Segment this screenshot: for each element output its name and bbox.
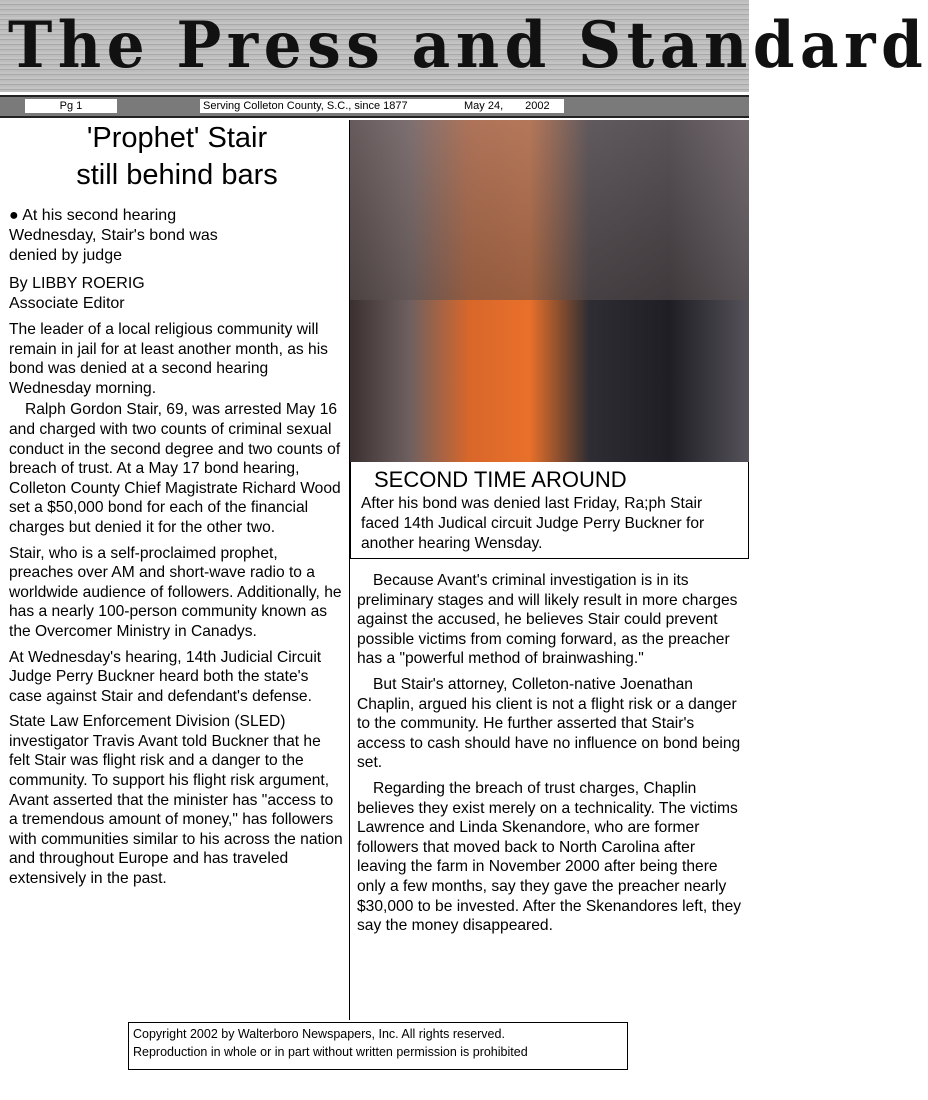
copyright-line-2: Reproduction in whole or in part without written permission is prohibited	[133, 1045, 528, 1059]
byline	[9, 274, 345, 314]
byline-title: Associate Editor	[9, 295, 125, 312]
deck: ● At his second hearing Wednesday, Stair's bond was denied by judge	[9, 207, 218, 264]
photo-caption	[350, 462, 749, 559]
news-photo	[350, 120, 749, 462]
paragraph: State Law Enforcement Division (SLED) investigator Travis Avant told Buckner that he felt Stair was flight risk and a danger to the community. To support his flight risk argument, Avant asserted that the minister has "access to a tremendous amount of money," has followers with communities similar to his across the nation and throughout Europe and has traveled extensively in the past.	[9, 713, 343, 888]
paragraph: Because Avant's criminal investigation is in its preliminary stages and will likely result in more charges against the accused, he believes Stair could prevent possible victims from coming forward, as the preacher has a "powerful method of brainwashing."	[357, 572, 738, 668]
issue-month-day: May 24,	[464, 100, 504, 112]
caption-headline: SECOND TIME AROUND	[374, 467, 627, 492]
headline	[9, 120, 345, 194]
paragraph: Regarding the breach of trust charges, Chaplin believes they exist merely on a technicality. The victims Lawrence and Linda Skenandore, who are former followers that moved back to North Carolina after leaving the farm in November 2000 after being there only a few months, say they gave the preacher nearly $30,000 to be invested. After the Skenandores left, they say the money disappeared.	[357, 779, 742, 935]
right-column	[357, 565, 745, 936]
headline-line-1: 'Prophet' Stair	[86, 122, 268, 154]
masthead-logo: The Press and Standard	[8, 8, 928, 83]
paragraph: At Wednesday's hearing, 14th Judicial Circuit Judge Perry Buckner heard both the state's case against Stair and defendant's defense.	[9, 648, 322, 705]
copyright-line-1: Copyright 2002 by Walterboro Newspapers, Inc. All rights reserved.	[133, 1027, 505, 1041]
issue-year: 2002	[525, 100, 550, 112]
masthead	[0, 0, 928, 92]
headline-line-2: still behind bars	[76, 159, 278, 191]
issue-date	[450, 99, 564, 113]
paragraph: Ralph Gordon Stair, 69, was arrested May 16 and charged with two counts of criminal sexual conduct in the second degree and two counts of breach of trust. At a May 17 bond hearing, Colleton County Chief Magistrate Richard Wood set a $50,000 bond for each of the financial charges but denied it for the other two.	[9, 401, 341, 536]
paragraph: Stair, who is a self-proclaimed prophet, preaches over AM and short-wave radio to a worldwide audience of followers. Additionally, he has a nearly 100-person community known as the Overcomer Ministry in Canadys.	[9, 544, 342, 640]
serving-text: Serving Colleton County, S.C., since 1877	[203, 100, 408, 112]
caption-text: After his bond was denied last Friday, Ra;ph Stair faced 14th Judical circuit Judge Perry Buckner for another hearing Wensday.	[361, 495, 705, 552]
copyright-notice	[128, 1022, 628, 1070]
left-column	[9, 120, 345, 889]
serving-tagline	[200, 99, 451, 113]
paragraph: The leader of a local religious community will remain in jail for at least another month, as his bond was denied at a second hearing Wednesday morning.	[9, 321, 328, 397]
paragraph: But Stair's attorney, Colleton-native Joenathan Chaplin, argued his client is not a flight risk or a danger to the community. He further asserted that Stair's access to cash should have no influence on bond being set.	[357, 675, 741, 772]
page-number: Pg 1	[25, 99, 117, 113]
info-bar	[0, 95, 749, 118]
photo-background	[350, 120, 749, 300]
byline-author: By LIBBY ROERIG	[9, 275, 145, 292]
